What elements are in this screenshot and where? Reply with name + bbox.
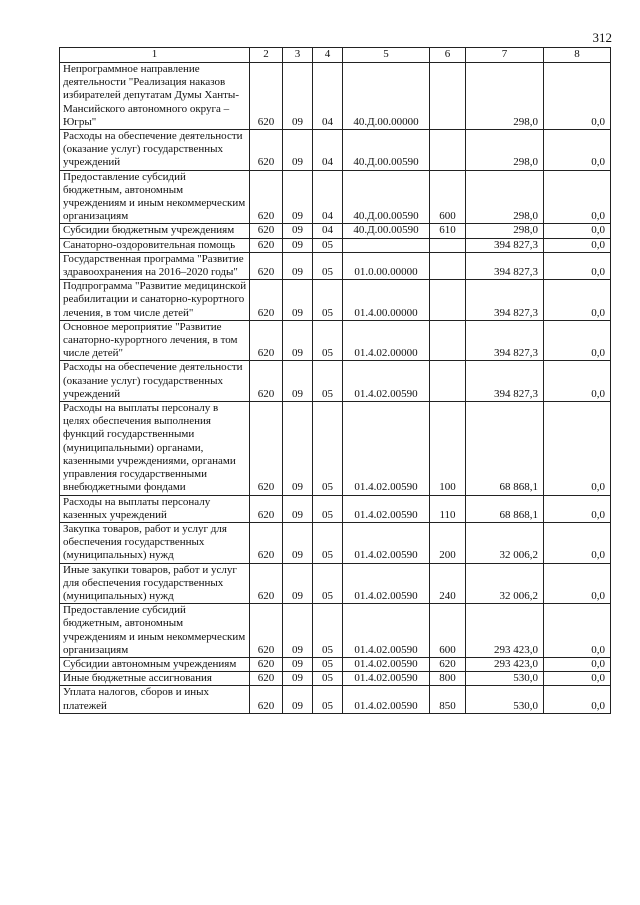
row-name-cell: Субсидии бюджетным учреждениям <box>60 224 250 238</box>
budget-table <box>59 47 611 714</box>
expense-type-cell <box>430 238 466 252</box>
amount-federal-cell: 0,0 <box>544 280 611 321</box>
amount-cell: 32 006,2 <box>466 563 544 604</box>
row-name-cell: Закупка товаров, работ и услуг для обеспечения государственных (муниципальных) нужд <box>60 522 250 563</box>
subsection-cell: 05 <box>313 280 343 321</box>
table-header-row <box>60 48 611 63</box>
section-cell: 09 <box>283 170 313 224</box>
admin-code-cell: 620 <box>250 63 283 130</box>
expense-type-cell: 100 <box>430 402 466 495</box>
row-name-cell: Иные закупки товаров, работ и услуг для обеспечения государственных (муниципальных) нужд <box>60 563 250 604</box>
row-name-cell: Субсидии автономным учреждениям <box>60 657 250 671</box>
amount-federal-cell: 0,0 <box>544 224 611 238</box>
column-header: 6 <box>430 48 466 63</box>
target-article-cell: 01.4.02.00590 <box>343 522 430 563</box>
subsection-cell: 05 <box>313 522 343 563</box>
section-cell: 09 <box>283 686 313 713</box>
expense-type-cell: 110 <box>430 495 466 522</box>
section-cell: 09 <box>283 320 313 361</box>
subsection-cell: 05 <box>313 604 343 658</box>
row-name-cell: Санаторно-оздоровительная помощь <box>60 238 250 252</box>
amount-cell: 530,0 <box>466 672 544 686</box>
amount-cell: 68 868,1 <box>466 402 544 495</box>
section-cell: 09 <box>283 495 313 522</box>
section-cell: 09 <box>283 280 313 321</box>
section-cell: 09 <box>283 238 313 252</box>
amount-federal-cell: 0,0 <box>544 170 611 224</box>
admin-code-cell: 620 <box>250 252 283 279</box>
table-row <box>60 130 611 171</box>
table-row <box>60 280 611 321</box>
subsection-cell: 05 <box>313 672 343 686</box>
target-article-cell: 01.4.02.00590 <box>343 672 430 686</box>
amount-federal-cell: 0,0 <box>544 361 611 402</box>
amount-federal-cell: 0,0 <box>544 604 611 658</box>
amount-federal-cell: 0,0 <box>544 402 611 495</box>
table-row <box>60 170 611 224</box>
target-article-cell: 01.4.02.00590 <box>343 604 430 658</box>
row-name-cell: Государственная программа "Развитие здравоохранения на 2016–2020 годы" <box>60 252 250 279</box>
target-article-cell: 01.4.02.00590 <box>343 563 430 604</box>
section-cell: 09 <box>283 252 313 279</box>
target-article-cell: 40.Д.00.00590 <box>343 130 430 171</box>
table-row <box>60 604 611 658</box>
target-article-cell: 01.4.02.00590 <box>343 402 430 495</box>
target-article-cell: 01.4.02.00590 <box>343 495 430 522</box>
section-cell: 09 <box>283 563 313 604</box>
expense-type-cell: 850 <box>430 686 466 713</box>
column-header: 2 <box>250 48 283 63</box>
column-header: 5 <box>343 48 430 63</box>
row-name-cell: Подпрограмма "Развитие медицинской реабилитации и санаторно-курортного лечения, в том числе детей" <box>60 280 250 321</box>
row-name-cell: Основное мероприятие "Развитие санаторно-курортного лечения, в том числе детей" <box>60 320 250 361</box>
admin-code-cell: 620 <box>250 170 283 224</box>
subsection-cell: 05 <box>313 252 343 279</box>
table-row <box>60 361 611 402</box>
section-cell: 09 <box>283 522 313 563</box>
amount-federal-cell: 0,0 <box>544 657 611 671</box>
section-cell: 09 <box>283 224 313 238</box>
expense-type-cell: 600 <box>430 170 466 224</box>
admin-code-cell: 620 <box>250 522 283 563</box>
target-article-cell: 01.4.02.00000 <box>343 320 430 361</box>
amount-cell: 394 827,3 <box>466 361 544 402</box>
row-name-cell: Непрограммное направление деятельности "Реализация наказов избирателей депутатам Думы Ханты-Мансийского автономного округа – Югры" <box>60 63 250 130</box>
subsection-cell: 05 <box>313 657 343 671</box>
admin-code-cell: 620 <box>250 280 283 321</box>
subsection-cell: 04 <box>313 224 343 238</box>
table-row <box>60 672 611 686</box>
amount-cell: 394 827,3 <box>466 280 544 321</box>
target-article-cell: 40.Д.00.00590 <box>343 224 430 238</box>
table-row <box>60 252 611 279</box>
amount-federal-cell: 0,0 <box>544 495 611 522</box>
row-name-cell: Предоставление субсидий бюджетным, автономным учреждениям и иным некоммерческим организациям <box>60 604 250 658</box>
amount-cell: 394 827,3 <box>466 320 544 361</box>
admin-code-cell: 620 <box>250 563 283 604</box>
amount-cell: 394 827,3 <box>466 238 544 252</box>
subsection-cell: 04 <box>313 130 343 171</box>
subsection-cell: 05 <box>313 320 343 361</box>
subsection-cell: 04 <box>313 63 343 130</box>
admin-code-cell: 620 <box>250 686 283 713</box>
expense-type-cell <box>430 361 466 402</box>
target-article-cell: 01.4.02.00590 <box>343 686 430 713</box>
amount-federal-cell: 0,0 <box>544 238 611 252</box>
section-cell: 09 <box>283 657 313 671</box>
amount-federal-cell: 0,0 <box>544 63 611 130</box>
page-number: 312 <box>592 30 612 45</box>
subsection-cell: 05 <box>313 361 343 402</box>
admin-code-cell: 620 <box>250 402 283 495</box>
table-row <box>60 224 611 238</box>
amount-cell: 68 868,1 <box>466 495 544 522</box>
amount-cell: 293 423,0 <box>466 604 544 658</box>
row-name-cell: Уплата налогов, сборов и иных платежей <box>60 686 250 713</box>
expense-type-cell: 600 <box>430 604 466 658</box>
subsection-cell: 05 <box>313 563 343 604</box>
table-row <box>60 238 611 252</box>
subsection-cell: 04 <box>313 170 343 224</box>
table-row <box>60 563 611 604</box>
table-row <box>60 686 611 713</box>
table-row <box>60 320 611 361</box>
target-article-cell: 40.Д.00.00590 <box>343 170 430 224</box>
expense-type-cell <box>430 63 466 130</box>
row-name-cell: Предоставление субсидий бюджетным, автономным учреждениям и иным некоммерческим организациям <box>60 170 250 224</box>
admin-code-cell: 620 <box>250 361 283 402</box>
target-article-cell: 40.Д.00.00000 <box>343 63 430 130</box>
amount-federal-cell: 0,0 <box>544 522 611 563</box>
section-cell: 09 <box>283 402 313 495</box>
row-name-cell: Расходы на выплаты персоналу казенных учреждений <box>60 495 250 522</box>
expense-type-cell: 620 <box>430 657 466 671</box>
section-cell: 09 <box>283 130 313 171</box>
admin-code-cell: 620 <box>250 672 283 686</box>
section-cell: 09 <box>283 63 313 130</box>
amount-federal-cell: 0,0 <box>544 130 611 171</box>
expense-type-cell <box>430 252 466 279</box>
subsection-cell: 05 <box>313 402 343 495</box>
amount-federal-cell: 0,0 <box>544 563 611 604</box>
table-row <box>60 657 611 671</box>
table-row <box>60 402 611 495</box>
target-article-cell: 01.4.00.00000 <box>343 280 430 321</box>
row-name-cell: Расходы на выплаты персоналу в целях обеспечения выполнения функций государственными (муниципальными) органами, казенными учреждениями, органами управления государственными внебюджетными фондами <box>60 402 250 495</box>
table-body <box>60 63 611 714</box>
table-row <box>60 522 611 563</box>
expense-type-cell: 240 <box>430 563 466 604</box>
amount-federal-cell: 0,0 <box>544 686 611 713</box>
target-article-cell <box>343 238 430 252</box>
table-row <box>60 495 611 522</box>
column-header: 1 <box>60 48 250 63</box>
expense-type-cell: 610 <box>430 224 466 238</box>
amount-cell: 298,0 <box>466 170 544 224</box>
subsection-cell: 05 <box>313 495 343 522</box>
expense-type-cell <box>430 280 466 321</box>
admin-code-cell: 620 <box>250 604 283 658</box>
expense-type-cell: 200 <box>430 522 466 563</box>
row-name-cell: Иные бюджетные ассигнования <box>60 672 250 686</box>
target-article-cell: 01.4.02.00590 <box>343 361 430 402</box>
amount-federal-cell: 0,0 <box>544 672 611 686</box>
admin-code-cell: 620 <box>250 495 283 522</box>
column-header: 7 <box>466 48 544 63</box>
amount-cell: 298,0 <box>466 63 544 130</box>
expense-type-cell: 800 <box>430 672 466 686</box>
subsection-cell: 05 <box>313 686 343 713</box>
admin-code-cell: 620 <box>250 320 283 361</box>
target-article-cell: 01.0.00.00000 <box>343 252 430 279</box>
section-cell: 09 <box>283 604 313 658</box>
table-row <box>60 63 611 130</box>
amount-federal-cell: 0,0 <box>544 320 611 361</box>
column-header: 3 <box>283 48 313 63</box>
admin-code-cell: 620 <box>250 657 283 671</box>
admin-code-cell: 620 <box>250 130 283 171</box>
section-cell: 09 <box>283 672 313 686</box>
expense-type-cell <box>430 130 466 171</box>
amount-cell: 32 006,2 <box>466 522 544 563</box>
admin-code-cell: 620 <box>250 224 283 238</box>
expense-type-cell <box>430 320 466 361</box>
amount-cell: 530,0 <box>466 686 544 713</box>
subsection-cell: 05 <box>313 238 343 252</box>
amount-cell: 298,0 <box>466 224 544 238</box>
row-name-cell: Расходы на обеспечение деятельности (оказание услуг) государственных учреждений <box>60 361 250 402</box>
column-header: 8 <box>544 48 611 63</box>
admin-code-cell: 620 <box>250 238 283 252</box>
row-name-cell: Расходы на обеспечение деятельности (оказание услуг) государственных учреждений <box>60 130 250 171</box>
amount-cell: 298,0 <box>466 130 544 171</box>
target-article-cell: 01.4.02.00590 <box>343 657 430 671</box>
amount-cell: 293 423,0 <box>466 657 544 671</box>
column-header: 4 <box>313 48 343 63</box>
section-cell: 09 <box>283 361 313 402</box>
amount-federal-cell: 0,0 <box>544 252 611 279</box>
amount-cell: 394 827,3 <box>466 252 544 279</box>
